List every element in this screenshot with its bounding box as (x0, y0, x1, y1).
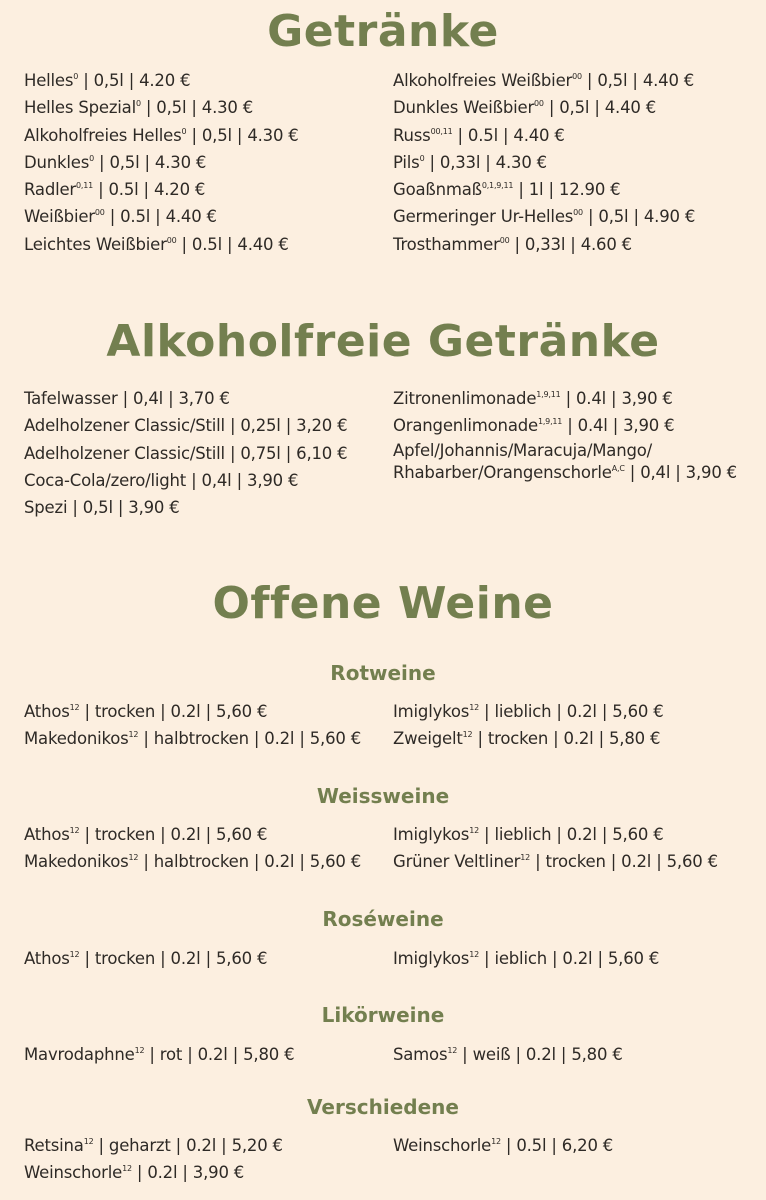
allergen-footnote: 00 (94, 208, 105, 218)
menu-item-details: | trocken | 0.2l | 5,80 € (472, 729, 661, 749)
menu-item-name: Imiglykos (393, 825, 470, 844)
menu-item-details: | 0.4l | 3,90 € (562, 416, 675, 436)
menu-item-details: | halbtrocken | 0.2l | 5,60 € (138, 729, 362, 749)
likoerweine-left-column (24, 1041, 384, 1068)
likoerweine-right-column (393, 1041, 763, 1068)
menu-item-details: | 0.5l | 4.40 € (176, 234, 289, 254)
allergen-footnote: 12 (491, 1137, 501, 1146)
menu-item-name: Apfel/Johannis/Maracuja/Mango/ Rhabarber/Orangenschorle (393, 440, 653, 482)
menu-item-name: Makedonikos (24, 729, 129, 749)
allergen-footnote: 12 (462, 730, 473, 740)
verschiedene-left-column (24, 1132, 384, 1187)
section-title-getraenke: Getränke (267, 6, 499, 57)
menu-item-details: | 0,4l | 3,90 € (186, 470, 299, 490)
menu-item-name: Imiglykos (393, 702, 470, 721)
menu-item (24, 698, 384, 725)
menu-item-name: Athos (24, 825, 70, 844)
menu-item (24, 848, 384, 875)
menu-item-name: Weißbier (24, 207, 95, 227)
allergen-footnote: 12 (520, 853, 531, 863)
menu-item (24, 467, 384, 494)
allergen-footnote: 00 (572, 72, 582, 81)
allergen-footnote: 0 (181, 126, 187, 136)
menu-item-name: Adelholzener Classic/Still (24, 416, 225, 436)
menu-item-details: | trocken | 0.2l | 5,60 € (79, 825, 268, 844)
menu-item-name: Coca-Cola/zero/light (24, 470, 187, 490)
menu-item (24, 725, 384, 752)
menu-item-name: Athos (24, 702, 70, 721)
weissweine-left-column (24, 821, 384, 876)
allergen-footnote: 1,9,11 (536, 390, 561, 399)
menu-item (393, 122, 763, 149)
menu-item-details: | 0.5l | 4.40 € (452, 125, 565, 145)
allergen-footnote: 0,11 (76, 181, 94, 191)
menu-item-details: | 0,33l | 4.60 € (509, 234, 632, 254)
subsection-title-rotweine: Rotweine (330, 661, 436, 685)
menu-item (24, 945, 384, 972)
menu-item (393, 176, 763, 203)
menu-item (24, 412, 384, 439)
allergen-footnote: 12 (469, 950, 479, 959)
menu-item-name: Grüner Veltliner (393, 852, 521, 872)
menu-item-name: Alkoholfreies Helles (24, 125, 182, 145)
menu-item (24, 1132, 384, 1159)
menu-item (393, 1132, 763, 1159)
menu-item (393, 203, 763, 230)
rotweine-left-column (24, 698, 384, 753)
menu-item-name: Retsina (24, 1136, 84, 1155)
menu-item-details: | 0,33l | 4.30 € (424, 152, 547, 172)
menu-item-name: Alkoholfreies Weißbier (393, 71, 573, 90)
menu-item-details: | 0,5l | 4.20 € (78, 71, 191, 90)
alkoholfreie-right-column (393, 385, 763, 484)
subsection-title-verschiedene: Verschiedene (307, 1095, 459, 1119)
menu-item (24, 203, 384, 230)
menu-item-details: | trocken | 0.2l | 5,60 € (530, 852, 718, 872)
menu-item-details: | lieblich | 0.2l | 5,60 € (479, 825, 664, 844)
menu-item-name: Adelholzener Classic/Still (24, 443, 225, 463)
subsection-title-roseweine: Roséweine (322, 907, 444, 931)
menu-item (24, 94, 384, 121)
menu-item-details: | 0,5l | 4.40 € (581, 71, 695, 90)
allergen-footnote: 12 (69, 950, 80, 959)
allergen-footnote: 00 (499, 235, 510, 245)
allergen-footnote: 0 (89, 153, 94, 163)
getraenke-right-column (393, 67, 763, 258)
allergen-footnote: 0,1,9,11 (481, 181, 514, 191)
menu-item-details: | ieblich | 0.2l | 5,60 € (479, 949, 660, 968)
menu-item-name: Makedonikos (24, 852, 129, 872)
menu-item-details: | trocken | 0.2l | 5,60 € (79, 702, 268, 721)
allergen-footnote: 00 (534, 99, 544, 109)
allergen-footnote: 00 (166, 235, 177, 245)
menu-item (393, 848, 763, 875)
menu-item-details: | 0.5l | 4.20 € (93, 180, 206, 200)
menu-item-details: | 0.5l | 4.40 € (104, 207, 217, 227)
menu-item (393, 698, 763, 725)
menu-item-details: | trocken | 0.2l | 5,60 € (79, 949, 268, 968)
menu-item (24, 440, 384, 467)
menu-item (24, 67, 384, 94)
menu-item-details: | 0,5l | 4.40 € (543, 98, 657, 118)
allergen-footnote: 12 (83, 1137, 94, 1146)
menu-item (24, 149, 384, 176)
menu-item (393, 945, 763, 972)
menu-item (24, 176, 384, 203)
menu-item (393, 821, 763, 848)
verschiedene-right-column (393, 1132, 763, 1159)
menu-item (393, 149, 763, 176)
menu-item-details: | lieblich | 0.2l | 5,60 € (479, 702, 664, 721)
menu-item (393, 385, 763, 412)
roseweine-left-column (24, 945, 384, 972)
menu-item-details: | 0.5l | 6,20 € (500, 1136, 614, 1155)
menu-item-name: Helles Spezial (24, 98, 136, 118)
menu-item-name: Goaßnmaß (393, 180, 482, 200)
menu-item-details: | rot | 0.2l | 5,80 € (144, 1045, 295, 1064)
menu-item-details: | 0,5l | 4.30 € (94, 152, 207, 172)
menu-item (393, 231, 763, 258)
allergen-footnote: 12 (469, 703, 479, 712)
menu-item-name: Orangenlimonade (393, 416, 538, 436)
menu-item (24, 494, 384, 521)
menu-item-name: Mavrodaphne (24, 1045, 135, 1064)
menu-item (393, 94, 763, 121)
menu-item-name: Pils (393, 152, 420, 172)
menu-item-details: | halbtrocken | 0.2l | 5,60 € (138, 852, 362, 872)
menu-item (24, 385, 384, 412)
menu-item (393, 67, 763, 94)
menu-item-name: Dunkles (24, 152, 90, 172)
allergen-footnote: A,C (611, 463, 625, 473)
menu-item (24, 122, 384, 149)
allergen-footnote: 12 (447, 1046, 458, 1055)
allergen-footnote: 0 (419, 153, 425, 163)
menu-item-details: | geharzt | 0.2l | 5,20 € (93, 1136, 283, 1155)
menu-item (24, 231, 384, 258)
menu-item-name: Helles (24, 71, 74, 90)
menu-item (393, 1041, 763, 1068)
roseweine-right-column (393, 945, 763, 972)
allergen-footnote: 12 (128, 730, 139, 740)
section-title-offene-weine: Offene Weine (212, 578, 554, 629)
menu-item-name: Imiglykos (393, 949, 470, 968)
menu-item-name: Tafelwasser (24, 389, 118, 408)
menu-item-name: Russ (393, 125, 431, 145)
menu-item-name: Weinschorle (393, 1136, 492, 1155)
allergen-footnote: 12 (469, 826, 479, 835)
allergen-footnote: 12 (69, 703, 80, 712)
menu-item-details: | weiß | 0.2l | 5,80 € (457, 1045, 623, 1064)
menu-item-details: | 0,4l | 3,70 € (117, 389, 230, 408)
menu-item (24, 1041, 384, 1068)
subsection-title-weissweine: Weissweine (316, 784, 450, 808)
menu-item-name: Radler (24, 180, 77, 200)
allergen-footnote: 00 (573, 208, 583, 218)
allergen-footnote: 00,11 (430, 126, 453, 136)
menu-item-details: | 0,5l | 4.30 € (140, 98, 254, 118)
menu-item-details: | 0.2l | 3,90 € (131, 1163, 245, 1183)
menu-item-name: Athos (24, 949, 70, 968)
menu-item-name: Trosthammer (393, 234, 500, 254)
menu-item-details: | 1l | 12.90 € (513, 180, 621, 200)
getraenke-left-column (24, 67, 384, 258)
menu-item-name: Zitronenlimonade (393, 389, 537, 408)
allergen-footnote: 0 (135, 99, 141, 109)
menu-item-name: Weinschorle (24, 1163, 123, 1183)
menu-item-name: Leichtes Weißbier (24, 234, 167, 254)
allergen-footnote: 1,9,11 (537, 417, 563, 427)
menu-item (24, 1159, 384, 1186)
allergen-footnote: 12 (128, 853, 139, 863)
allergen-footnote: 0 (73, 72, 79, 81)
menu-item-details: | 0,5l | 4.30 € (186, 125, 299, 145)
allergen-footnote: 12 (134, 1046, 145, 1055)
allergen-footnote: 12 (122, 1164, 132, 1174)
menu-item (24, 821, 384, 848)
menu-item-name: Dunkles Weißbier (393, 98, 535, 118)
allergen-footnote: 12 (69, 826, 80, 835)
menu-item-details: | 0,75l | 6,10 € (224, 443, 348, 463)
menu-item (393, 440, 763, 484)
menu-item (393, 725, 763, 752)
menu-item-details: | 0,25l | 3,20 € (224, 416, 348, 436)
menu-item-name: Zweigelt (393, 729, 463, 749)
menu-item-details: | 0,4l | 3,90 € (624, 462, 737, 482)
section-title-alkoholfreie-getraenke: Alkoholfreie Getränke (106, 316, 660, 367)
menu-item-details: | 0,5l | 4.90 € (582, 207, 696, 227)
menu-item (393, 412, 763, 439)
rotweine-right-column (393, 698, 763, 753)
menu-item-name: Germeringer Ur-Helles (393, 207, 574, 227)
alkoholfreie-left-column (24, 385, 384, 521)
menu-item-name: Spezi (24, 498, 68, 518)
subsection-title-likoerweine: Likörweine (321, 1003, 445, 1027)
weissweine-right-column (393, 821, 763, 876)
menu-item-details: | 0.4l | 3,90 € (560, 389, 673, 408)
menu-item-details: | 0,5l | 3,90 € (67, 498, 180, 518)
menu-item-name: Samos (393, 1045, 448, 1064)
